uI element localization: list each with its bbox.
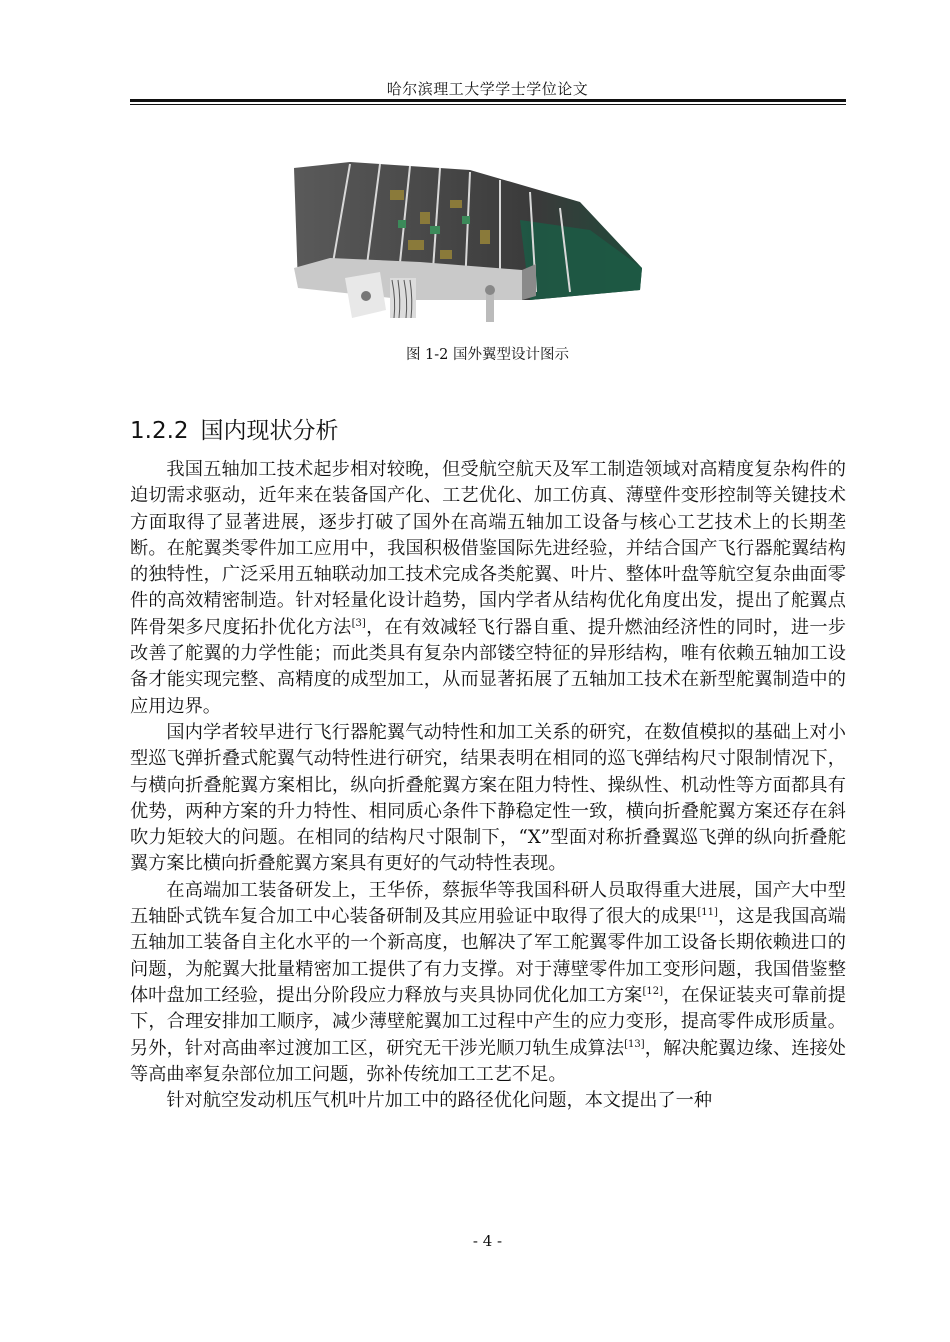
citation: [11] (697, 907, 718, 919)
paragraph: 我国五轴加工技术起步相对较晚，但受航空航天及军工制造领域对高精度复杂构件的迫切需求驱动，近年来在装备国产化、工艺优化、加工仿真、薄壁件变形控制等关键技术方面取得了显著进展，逐步打破了国外在高端五轴加工设备与核心工艺技术上的长期垄断。在舵翼类零件加工应用中，我国积极借鉴国际先进经验，并结合国产飞行器舵翼结构的独特性，广泛采用五轴联动加工技术完成各类舵翼、叶片、整体叶盘等航空复杂曲面零件的高效精密制造。针对轻量化设计趋势，国内学者从结构优化角度出发，提出了舵翼点阵骨架多尺度拓扑优化方法[3]，在有效减轻飞行器自重、提升燃油经济性的同时，进一步改善了舵翼的力学性能；而此类具有复杂内部镂空特征的异形结构，唯有依赖五轴加工设备才能实现完整、高精度的成型加工，从而显著拓展了五轴加工技术在新型舵翼制造中的应用边界。 (130, 459, 846, 717)
wing-model-photo (290, 150, 650, 328)
section-heading (130, 412, 339, 445)
citation: [3] (351, 617, 366, 629)
figure-caption: 图 1-2 国外翼型设计图示 (405, 347, 570, 363)
paragraph: 国内学者较早进行飞行器舵翼气动特性和加工关系的研究，在数值模拟的基础上对小型巡飞弹折叠式舵翼气动特性进行研究，结果表明在相同的巡飞弹结构尺寸限制情况下，与横向折叠舵翼方案相比，纵向折叠舵翼方案在阻力特性、操纵性、机动性等方面都具有优势，两种方案的升力特性、相同质心条件下静稳定性一致，横向折叠舵翼方案还存在斜吹力矩较大的问题。在相同的结构尺寸限制下，“X”型面对称折叠翼巡飞弹的纵向折叠舵翼方案比横向折叠舵翼方案具有更好的气动特性表现。 (130, 721, 846, 875)
body-text (130, 457, 846, 1114)
header-rule-thick (130, 99, 846, 102)
running-header: 哈尔滨理工大学学士学位论文 (386, 80, 589, 98)
citation: [13] (624, 1038, 645, 1050)
paragraph: 针对航空发动机压气机叶片加工中的路径优化问题，本文提出了一种 (166, 1090, 713, 1112)
paragraph: 在高端加工装备研发上，王华侨，蔡振华等我国科研人员取得重大进展，国产大中型五轴卧式铣车复合加工中心装备研制及其应用验证中取得了很大的成果[11]，这是我国高端五轴加工装备自主化水平的一个新高度，也解决了军工舵翼零件加工设备长期依赖进口的问题，为舵翼大批量精密加工提供了有力支撑。对于薄壁零件加工变形问题，我国借鉴整体叶盘加工经验，提出分阶段应力释放与夹具协同优化加工方案[12]，在保证装夹可靠前提下，合理安排加工顺序，减少薄壁舵翼加工过程中产生的应力变形，提高零件成形质量。另外，针对高曲率过渡加工区，研究无干涉光顺刀轨生成算法[13]，解决舵翼边缘、连接处等高曲率复杂部位加工问题，弥补传统加工工艺不足。 (130, 879, 846, 1085)
page-number: - 4 - (472, 1232, 503, 1250)
header-rule-thin (130, 104, 846, 105)
section-title: 国内现状分析 (200, 418, 339, 444)
section-number: 1.2.2 (130, 418, 189, 444)
citation: [12] (642, 985, 663, 997)
